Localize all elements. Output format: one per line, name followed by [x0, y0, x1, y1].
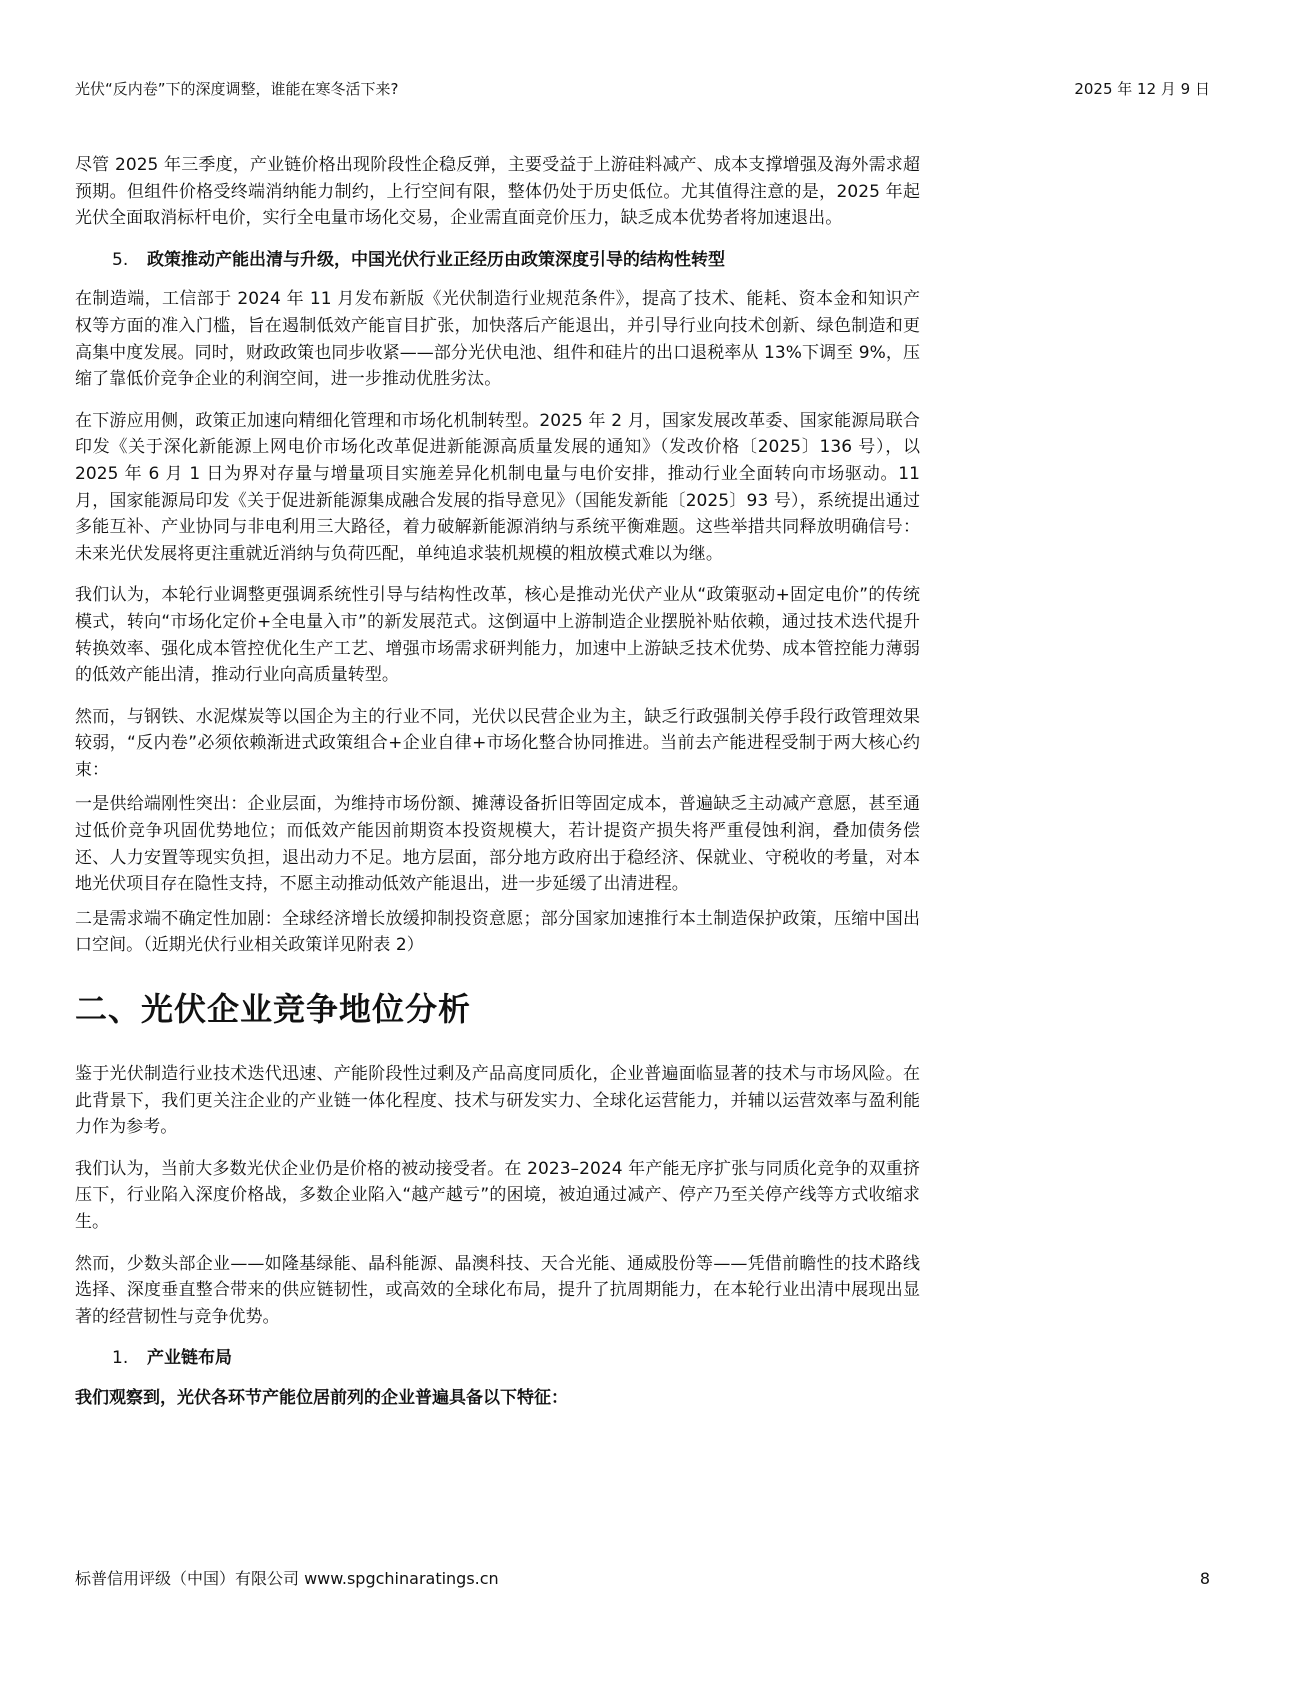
list-heading-1 [75, 1345, 920, 1372]
section-title: 二、光伏企业竞争地位分析 [75, 990, 472, 1029]
bold-statement: 我们观察到，光伏各环节产能位居前列的企业普遍具备以下特征： [75, 1387, 568, 1408]
paragraph: 然而，少数头部企业——如隆基绿能、晶科能源、晶澳科技、天合光能、通威股份等——凭借前瞻性的技术路线选择、深度垂直整合带来的供应链韧性，或高效的全球化布局，提升了抗周期能力，在本轮行业出清中展现出显著的经营韧性与竞争优势。 [75, 1253, 920, 1327]
page-header [75, 76, 1210, 102]
paragraph: 二是需求端不确定性加剧：全球经济增长放缓抑制投资意愿；部分国家加速推行本土制造保护政策，压缩中国出口空间。（近期光伏行业相关政策详见附表 2） [75, 908, 920, 956]
paragraph: 尽管 2025 年三季度，产业链价格出现阶段性企稳反弹，主要受益于上游硅料减产、成本支撑增强及海外需求超预期。但组件价格受终端消纳能力制约，上行空间有限，整体仍处于历史低位。尤其值得注意的是，2025 年起光伏全面取消标杆电价，实行全电量市场化交易，企业需直面竞价压力，缺乏成本优势者将加速退出。 [75, 155, 920, 229]
page-footer [75, 1566, 1210, 1592]
paragraph: 然而，与钢铁、水泥煤炭等以国企为主的行业不同，光伏以民营企业为主，缺乏行政强制关停手段行政管理效果较弱，“反内卷”必须依赖渐进式政策组合+企业自律+市场化整合协同推进。当前去产能进程受制于两大核心约束： [75, 706, 920, 780]
paragraph: 在下游应用侧，政策正加速向精细化管理和市场化机制转型。2025 年 2 月，国家发展改革委、国家能源局联合印发《关于深化新能源上网电价市场化改革促进新能源高质量发展的通知》（发改价格〔2025〕136 号），以 2025 年 6 月 1 日为界对存量与增量项目实施差异化机制电量与电价安排，推动行业全面转向市场驱动。11 月，国家能源局印发《关于促进新能源集成融合发展的指导意见》（国能发新能〔2025〕93 号），系统提出通过多能互补、产业协同与非电利用三大路径，着力破解新能源消纳与系统平衡难题。这些举措共同释放明确信号：未来光伏发展将更注重就近消纳与负荷匹配，单纯追求装机规模的粗放模式难以为继。 [75, 410, 920, 564]
list-heading-5 [75, 247, 920, 274]
paragraph: 我们认为，当前大多数光伏企业仍是价格的被动接受者。在 2023–2024 年产能无序扩张与同质化竞争的双重挤压下，行业陷入深度价格战，多数企业陷入“越产越亏”的困境，被迫通过减产、停产乃至关停产线等方式收缩求生。 [75, 1158, 920, 1232]
list-heading-label: 政策推动产能出清与升级，中国光伏行业正经历由政策深度引导的结构性转型 [147, 249, 725, 270]
report-title: 光伏“反内卷”下的深度调整，谁能在寒冬活下来? [75, 80, 399, 98]
page-number: 8 [1199, 1569, 1210, 1588]
main-content [75, 152, 920, 1412]
footer-company: 标普信用评级（中国）有限公司 www.spgchinaratings.cn [75, 1569, 499, 1588]
report-date: 2025 年 12 月 9 日 [1074, 80, 1210, 98]
list-heading-label: 产业链布局 [147, 1348, 232, 1369]
paragraph: 在制造端，工信部于 2024 年 11 月发布新版《光伏制造行业规范条件》，提高了技术、能耗、资本金和知识产权等方面的准入门槛，旨在遏制低效产能盲目扩张，加快落后产能退出，并引导行业向技术创新、绿色制造和更高集中度发展。同时，财政政策也同步收紧——部分光伏电池、组件和硅片的出口退税率从 13%下调至 9%，压缩了靠低价竞争企业的利润空间，进一步推动优胜劣汰。 [75, 289, 920, 390]
paragraph: 我们认为，本轮行业调整更强调系统性引导与结构性改革，核心是推动光伏产业从“政策驱动+固定电价”的传统模式，转向“市场化定价+全电量入市”的新发展范式。这倒逼中上游制造企业摆脱补贴依赖，通过技术迭代提升转换效率、强化成本管控优化生产工艺、增强市场需求研判能力，加速中上游缺乏技术优势、成本管控能力薄弱的低效产能出清，推动行业向高质量转型。 [75, 585, 920, 686]
list-number: 1. [112, 1348, 129, 1369]
list-number: 5. [112, 249, 129, 270]
paragraph: 一是供给端刚性突出：企业层面，为维持市场份额、摊薄设备折旧等固定成本，普遍缺乏主动减产意愿，甚至通过低价竞争巩固优势地位；而低效产能因前期资本投资规模大，若计提资产损失将严重侵蚀利润，叠加债务偿还、人力安置等现实负担，退出动力不足。地方层面，部分地方政府出于稳经济、保就业、守税收的考量，对本地光伏项目存在隐性支持，不愿主动推动低效产能退出，进一步延缓了出清进程。 [75, 794, 920, 895]
paragraph: 鉴于光伏制造行业技术迭代迅速、产能阶段性过剩及产品高度同质化，企业普遍面临显著的技术与市场风险。在此背景下，我们更关注企业的产业链一体化程度、技术与研发实力、全球化运营能力，并辅以运营效率与盈利能力作为参考。 [75, 1064, 920, 1138]
